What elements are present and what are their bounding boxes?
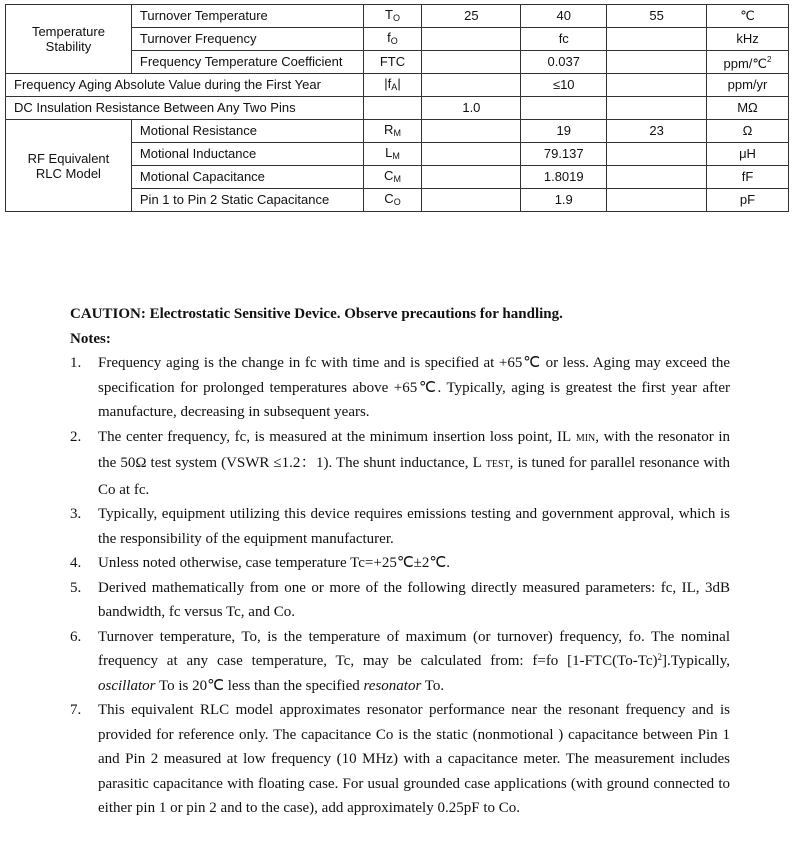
unit-cell: kHz <box>707 28 789 51</box>
min-cell: 25 <box>422 5 521 28</box>
min-cell <box>422 189 521 212</box>
note-item <box>70 625 730 699</box>
symbol-cell: $T_O$ <box>363 5 422 28</box>
note-number: 5. <box>70 579 82 596</box>
symbol-cell: FTC <box>363 51 422 74</box>
param-cell: Turnover Frequency <box>131 28 363 51</box>
max-cell <box>607 28 707 51</box>
typ-cell: 1.8019 <box>521 166 607 189</box>
param-cell: Motional Inductance <box>131 143 363 166</box>
min-cell <box>422 166 521 189</box>
min-cell <box>422 28 521 51</box>
param-cell: Pin 1 to Pin 2 Static Capacitance <box>131 189 363 212</box>
table-row <box>6 120 789 143</box>
typ-cell: fc <box>521 28 607 51</box>
max-cell <box>607 97 707 120</box>
symbol-cell <box>363 97 422 120</box>
typ-cell: 0.037 <box>521 51 607 74</box>
notes-section <box>70 302 730 821</box>
max-cell <box>607 143 707 166</box>
note-number: 7. <box>70 702 82 718</box>
caution-heading: CAUTION: Electrostatic Sensitive Device. Observe precautions for handling. <box>70 306 563 322</box>
param-cell: Motional Capacitance <box>131 166 363 189</box>
note-number: 2. <box>70 428 82 445</box>
unit-cell: ℃ <box>707 5 789 28</box>
unit-cell: μH <box>707 143 789 166</box>
specification-table <box>5 4 789 212</box>
table-row <box>6 97 789 120</box>
table-row <box>6 5 789 28</box>
min-cell <box>422 51 521 74</box>
note-text: Unless noted otherwise, case temperature Tc=+25℃±2℃. <box>98 555 451 571</box>
symbol-cell: $C_O$ <box>363 189 422 212</box>
group-label-line: RLC Model <box>35 165 101 181</box>
group-cell-rf-equivalent-rlc-model <box>6 120 132 212</box>
note-item <box>70 576 730 625</box>
max-cell <box>607 166 707 189</box>
max-cell: 55 <box>607 5 707 28</box>
notes-list <box>70 351 730 821</box>
symbol-cell: $f_O$ <box>363 28 422 51</box>
unit-cell: ppm/yr <box>707 74 789 97</box>
note-text: The center frequency, fc, is measured at the minimum insertion loss point, IL MIN, with the resonator in the 50Ω test system (VSWR ≤1.2：1). The shunt inductance, L TEST, is tuned for parallel resonance with Co at fc. <box>98 428 731 498</box>
note-item <box>70 425 730 503</box>
group-label-line: Stability <box>45 39 92 54</box>
group-label-line: Temperature <box>31 24 105 39</box>
param-cell: Frequency Temperature Coefficient <box>131 51 363 74</box>
group-cell-temperature-stability <box>6 5 132 74</box>
unit-cell: ppm/℃$^2$ <box>707 51 789 74</box>
typ-cell: ≤10 <box>521 74 607 97</box>
max-cell <box>607 74 707 97</box>
symbol-cell: $R_M$ <box>363 120 422 143</box>
typ-cell: 1.9 <box>521 189 607 212</box>
typ-cell: 19 <box>521 120 607 143</box>
note-text: Typically, equipment utilizing this device requires emissions testing and government approval, which is the responsibility of the equipment manufacturer. <box>98 506 730 547</box>
param-cell: Motional Resistance <box>131 120 363 143</box>
unit-cell: fF <box>707 166 789 189</box>
param-cell: DC Insulation Resistance Between Any Two Pins <box>6 97 364 120</box>
min-cell: 1.0 <box>422 97 521 120</box>
symbol-cell: $|f_A|$ <box>363 74 422 97</box>
note-number: 4. <box>70 555 82 571</box>
note-number: 1. <box>70 355 82 371</box>
unit-cell: pF <box>707 189 789 212</box>
note-item <box>70 551 730 576</box>
group-label-line: RF Equivalent <box>27 150 110 166</box>
max-cell <box>607 189 707 212</box>
note-item <box>70 351 730 425</box>
symbol-cell: $L_M$ <box>363 143 422 166</box>
note-item <box>70 698 730 821</box>
typ-cell: 79.137 <box>521 143 607 166</box>
note-number: 6. <box>70 628 82 645</box>
unit-cell: Ω <box>707 120 789 143</box>
max-cell <box>607 51 707 74</box>
min-cell <box>422 120 521 143</box>
symbol-cell: $C_M$ <box>363 166 422 189</box>
param-cell: Turnover Temperature <box>131 5 363 28</box>
note-text: Frequency aging is the change in fc with time and is specified at +65℃ or less. Aging may exceed the specification for prolonged temperatures above +65℃. Typically, aging is greatest the first year after manufacture, decreasing in subsequent years. <box>98 355 730 420</box>
note-text: This equivalent RLC model approximates resonator performance near the resonant frequency and is provided for reference only. The capacitance Co is the static (nonmotional ) capacitance between Pin 1 and Pin 2 measured at low frequency (10 MHz) with a capacitance meter. The measurement includes parasitic capacitance with floating case. For usual grounded case applications (with ground connected to either pin 1 or pin 2 and to the case), add approximately 0.25pF to Co. <box>98 702 730 816</box>
max-cell: 23 <box>607 120 707 143</box>
table-row <box>6 74 789 97</box>
note-number: 3. <box>70 506 82 522</box>
min-cell <box>422 143 521 166</box>
typ-cell: 40 <box>521 5 607 28</box>
note-item <box>70 502 730 551</box>
notes-heading: Notes: <box>70 330 111 347</box>
note-text: Derived mathematically from one or more of the following directly measured parameters: fc, IL, 3dB bandwidth, fc versus Tc, and Co. <box>98 579 730 620</box>
note-text: Turnover temperature, To, is the temperature of maximum (or turnover) frequency, fo. The nominal frequency at any case temperature, Tc, may be calculated from: f=fo $[1-FTC(To-Tc)^2].Typically$, oscillator To is 20℃ less than the specified resonator To. <box>98 628 730 694</box>
min-cell <box>422 74 521 97</box>
param-cell: Frequency Aging Absolute Value during the First Year <box>6 74 364 97</box>
unit-cell: MΩ <box>707 97 789 120</box>
typ-cell <box>521 97 607 120</box>
